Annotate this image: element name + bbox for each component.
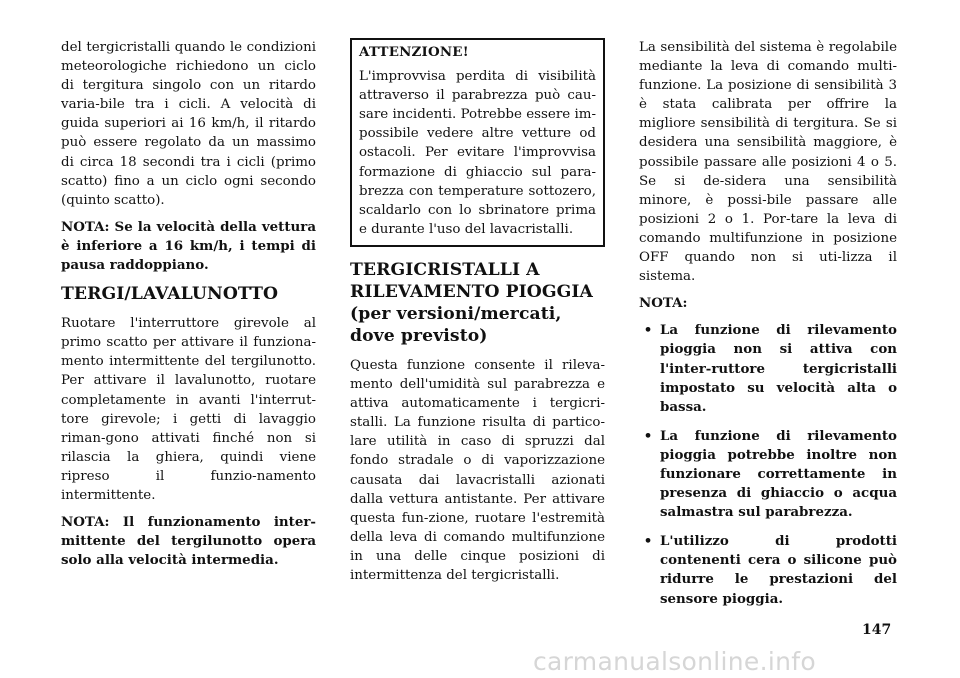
list-item	[639, 427, 897, 522]
note-text: L'utilizzo di prodotti contenenti cera o silicone può ridurre le prestazioni del sensore pioggia.	[660, 533, 897, 607]
list-item	[639, 321, 897, 416]
section-heading-rear-wiper: TERGI/LAVALUNOTTO	[61, 284, 279, 305]
column-left	[61, 38, 316, 578]
bullet-icon: •	[643, 322, 653, 339]
bullet-icon: •	[643, 427, 653, 444]
intro-paragraph: del tergicristalli quando le condizioni meteorologiche richiedono un ciclo di tergitura singolo con un ritardo varia-bile tra i cicli. A velocità di guida superiori ai 16 km/h, il ritardo può essere regolato da un massimo di circa 18 secondi tra i cicli (primo scatto) fino a un ciclo ogni secondo (quinto scatto).	[61, 40, 316, 208]
warning-box	[350, 38, 605, 247]
rain-sensing-paragraph: Questa funzione consente il rileva-mento dell'umidità sul parabrezza e attiva automaticamente i tergicri-stalli. La funzione risulta di partico-lare utilità in caso di spruzzi dal fondo stradale o di vaporizzazione causata dai lavacristalli azionati dalla vettura antistante. Per attivare questa fun-zione, ruotare l'estremità della leva di comando multifunzione in una delle cinque posizioni di intermittenza del tergicristalli.	[350, 357, 605, 583]
bullet-icon: •	[643, 533, 653, 550]
warning-text: L'improvvisa perdita di visibilità attraverso il parabrezza può cau-sare incidenti. Potrebbe essere im-possibile vedere altre vetture od ostacoli. Per evitare l'improvvisa formazione di ghiaccio sul para-brezza con temperature sottozero, scaldarlo con lo sbrinatore prima e durante l'uso del lavacristalli.	[359, 69, 596, 237]
rear-wiper-paragraph: Ruotare l'interruttore girevole al primo scatto per attivare il funziona-mento intermittente del tergilunotto. Per attivare il lavalunotto, ruotare completamente in avanti l'interrut-tore girevole; i getti di lavaggio riman-gono attivati finché non si rilascia la ghiera, quindi viene ripreso il funzio-namento intermittente.	[61, 316, 316, 503]
column-middle	[350, 38, 605, 593]
note-intermittent: NOTA: Il funzionamento inter-mittente del tergilunotto opera solo alla velocità intermedia.	[61, 514, 316, 569]
section-heading-rain-sensing: TERGICRISTALLI A RILEVAMENTO PIOGGIA (per versioni/mercati, dove previsto)	[350, 259, 593, 346]
column-right	[639, 38, 897, 619]
sensitivity-paragraph: La sensibilità del sistema è regolabile mediante la leva di comando multi-funzione. La posizione di sensibilità 3 è stata calibrata per offrire la migliore sensibilità di tergitura. Se si desidera una sensibilità maggiore, è possibile passare alle posizioni 4 o 5. Se si de-sidera una sensibilità minore, è possi-bile passare alle posizioni 2 o 1. Por-tare la leva di comando multifunzione in posizione OFF quando non si uti-lizza il sistema.	[639, 40, 897, 285]
note-text: La funzione di rilevamento pioggia potrebbe inoltre non funzionare correttamente in presenza di ghiaccio o acqua salmastra sul parabrezza.	[660, 427, 897, 521]
notes-list	[639, 321, 897, 608]
list-item	[639, 532, 897, 608]
note-text: La funzione di rilevamento pioggia non si attiva con l'inter-ruttore tergicristalli impostato su velocità alta o bassa.	[660, 322, 897, 415]
warning-title: ATTENZIONE!	[359, 44, 469, 60]
page-number: 147	[862, 622, 892, 638]
watermark: carmanualsonline.info	[533, 647, 816, 676]
note-speed: NOTA: Se la velocità della vettura è inferiore a 16 km/h, i tempi di pausa raddoppiano.	[61, 218, 316, 274]
note-label: NOTA:	[639, 295, 688, 312]
